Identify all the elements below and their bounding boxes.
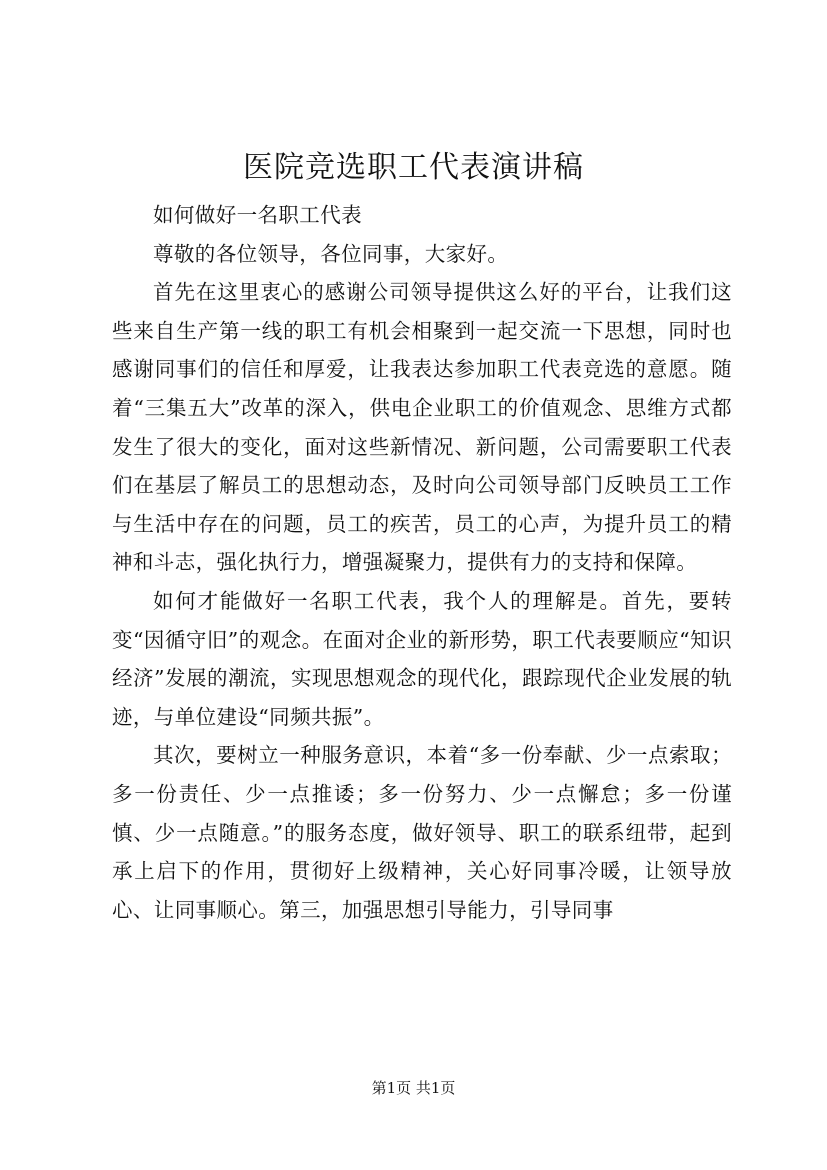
page-number-footer: 第1页 共1页 bbox=[371, 1079, 456, 1097]
document-title: 医院竞选职工代表演讲稿 bbox=[243, 150, 584, 185]
paragraph-first-point: 如何才能做好一名职工代表，我个人的理解是。首先，要转变“因循守旧”的观念。在面对企业的新形势，职工代表要顺应“知识经济”发展的潮流，实现思想观念的现代化，跟踪现代企业发展的轨迹，与单位建设“同频共振”。 bbox=[112, 588, 732, 729]
paragraph-greeting: 尊敬的各位领导，各位同事，大家好。 bbox=[153, 241, 509, 266]
paragraph-subtitle: 如何做好一名职工代表 bbox=[153, 203, 362, 227]
paragraph-thanks: 首先在这里衷心的感谢公司领导提供这么好的平台，让我们这些来自生产第一线的职工有机会相聚到一起交流一下思想，同时也感谢同事们的信任和厚爱，让我表达参加职工代表竞选的意愿。随着“三集五大”改革的深入，供电企业职工的价值观念、思维方式都发生了很大的变化，面对这些新情况、新问题，公司需要职工代表们在基层了解员工的思想动态，及时向公司领导部门反映员工工作与生活中存在的问题，员工的疾苦，员工的心声，为提升员工的精神和斗志，强化执行力，增强凝聚力，提供有力的支持和保障。 bbox=[112, 280, 732, 575]
document-body bbox=[112, 196, 732, 929]
paragraph-second-point: 其次，要树立一种服务意识，本着“多一份奉献、少一点索取；多一份责任、少一点推诿；多一份努力、少一点懈怠；多一份谨慎、少一点随意。”的服务态度，做好领导、职工的联系纽带，起到承上启下的作用，贯彻好上级精神，关心好同事冷暖，让领导放心、让同事顺心。第三，加强思想引导能力，引导同事 bbox=[112, 743, 732, 922]
